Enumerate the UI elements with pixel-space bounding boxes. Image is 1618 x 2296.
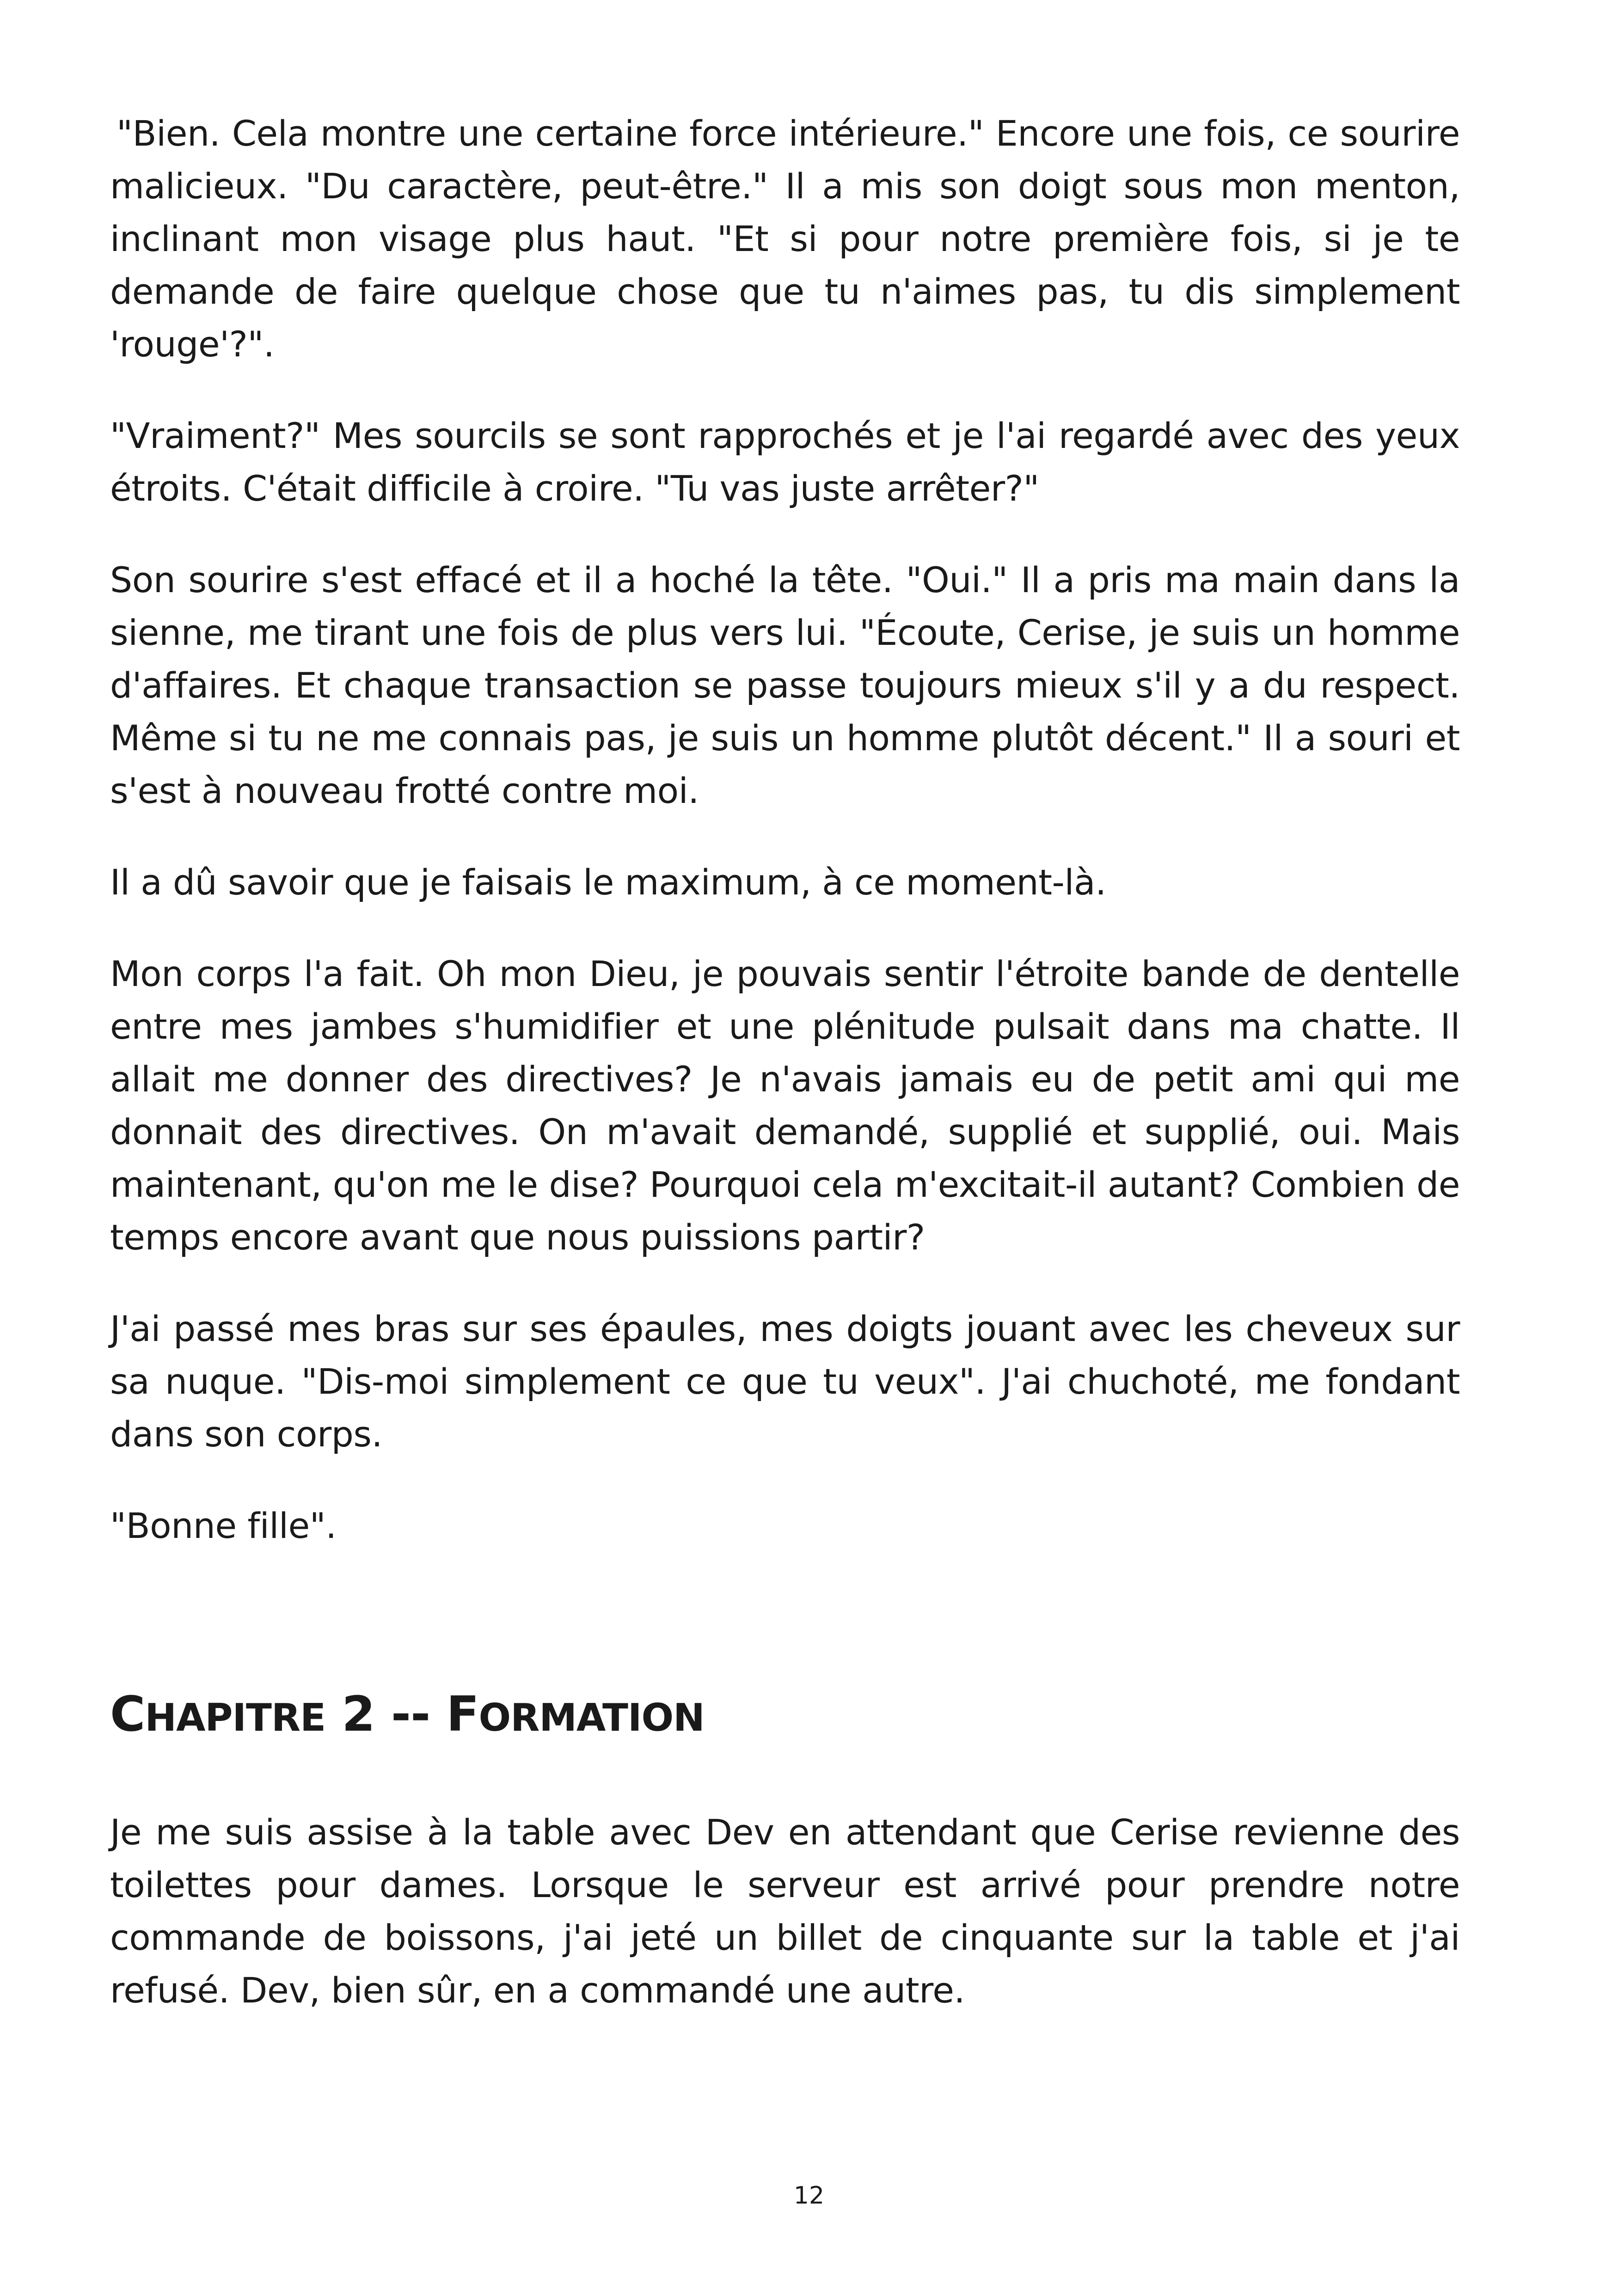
paragraph: Son sourire s'est effacé et il a hoché la tête. "Oui." Il a pris ma main dans la sienne, me tirant une fois de plus vers lui. "Écoute, Cerise, je suis un homme d'affaires. Et chaque transaction se passe toujours mieux s'il y a du respect. Même si tu ne me connais pas, je suis un homme plutôt décent." Il a souri et s'est à nouveau frotté contre moi. [110, 559, 1460, 811]
paragraph: J'ai passé mes bras sur ses épaules, mes doigts jouant avec les cheveux sur sa nuque. "Dis-moi simplement ce que tu veux". J'ai chuchoté, me fondant dans son corps. [110, 1308, 1460, 1455]
paragraph: Mon corps l'a fait. Oh mon Dieu, je pouvais sentir l'étroite bande de dentelle entre mes jambes s'humidifier et une plénitude pulsait dans ma chatte. Il allait me donner des directives? Je n'avais jamais eu de petit ami qui me donnait des directives. On m'avait demandé, supplié et supplié, oui. Mais maintenant, qu'on me le dise? Pourquoi cela m'excitait-il autant? Combien de temps encore avant que nous puissions partir? [110, 953, 1460, 1258]
chapter-title-smallcaps: ORMATION [478, 1696, 705, 1740]
chapter-number: 2 -- [325, 1686, 447, 1742]
paragraph: "Bien. Cela montre une certaine force intérieure." Encore une fois, ce sourire malicieux. "Du caractère, peut-être." Il a mis son doigt sous mon menton, inclinant mon visage plus haut. "Et si pour notre première fois, si je te demande de faire quelque chose que tu n'aimes pas, tu dis simplement 'rouge'?". [110, 113, 1460, 365]
paragraph: Il a dû savoir que je faisais le maximum, à ce moment-là. [110, 862, 1106, 903]
page-number: 12 [793, 2182, 825, 2210]
chapter-heading-initial: C [110, 1686, 145, 1742]
paragraph: "Vraiment?" Mes sourcils se sont rapprochés et je l'ai regardé avec des yeux étroits. C'était difficile à croire. "Tu vas juste arrêter?" [110, 415, 1460, 509]
chapter-heading [110, 1682, 1460, 1751]
text-column [110, 107, 1460, 2056]
paragraph: "Bonne fille". [110, 1505, 337, 1546]
chapter-heading-smallcaps: HAPITRE [145, 1696, 326, 1740]
chapter-title-initial: F [446, 1686, 479, 1742]
paragraph: Je me suis assise à la table avec Dev en attendant que Cerise revienne des toilettes pour dames. Lorsque le serveur est arrivé pour prendre notre commande de boissons, j'ai jeté un billet de cinquante sur la table et j'ai refusé. Dev, bien sûr, en a commandé une autre. [110, 1812, 1460, 2011]
